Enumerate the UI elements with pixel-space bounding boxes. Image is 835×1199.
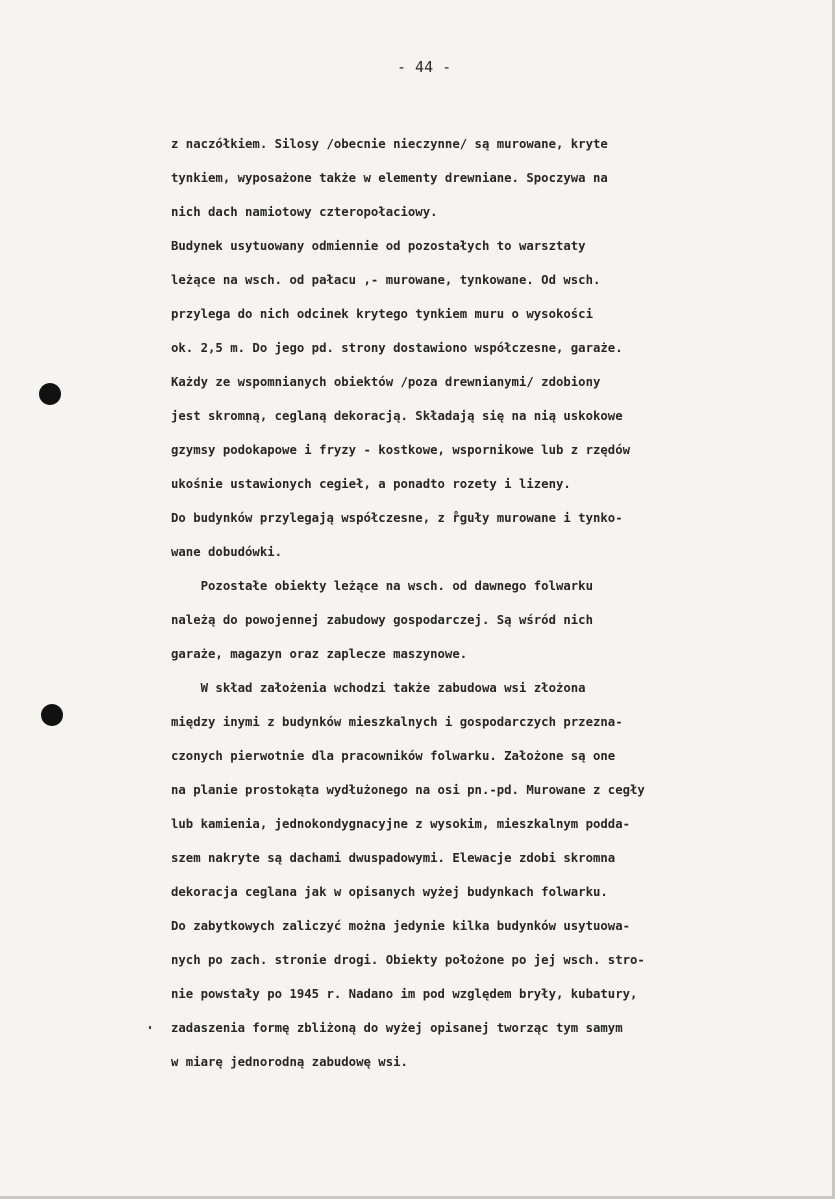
text-line: lub kamienia, jednokondygnacyjne z wysokim, mieszkalnym podda- (171, 817, 631, 831)
text-line: dekoracja ceglana jak w opisanych wyżej budynkach folwarku. (171, 885, 608, 899)
text-line: Pozostałe obiekty leżące na wsch. od dawnego folwarku (171, 579, 593, 593)
text-line: szem nakryte są dachami dwuspadowymi. Elewacje zdobi skromna (171, 851, 616, 865)
text-line: tynkiem, wyposażone także w elementy drewniane. Spoczywa na (171, 171, 608, 185)
text-line: należą do powojennej zabudowy gospodarczej. Są wśród nich (171, 613, 593, 627)
text-line: wane dobudówki. (171, 545, 283, 559)
text-line: między inymi z budynków mieszkalnych i gospodarczych przezna- (171, 715, 623, 729)
text-line: jest skromną, ceglaną dekoracją. Składają się na nią uskokowe (171, 409, 623, 423)
text-line: zadaszenia formę zbliżoną do wyżej opisanej tworząc tym samym (171, 1021, 623, 1035)
page-number: - 44 - (397, 58, 452, 76)
text-line: W skład założenia wchodzi także zabudowa wsi złożona (171, 681, 586, 695)
text-line: nich dach namiotowy czteropołaciowy. (171, 205, 438, 219)
margin-mark (149, 1026, 151, 1029)
text-line: Do budynków przylegają współczesne, z r̊guły murowane i tynko- (171, 511, 623, 525)
text-line: garaże, magazyn oraz zaplecze maszynowe. (171, 647, 468, 661)
text-line: Budynek usytuowany odmiennie od pozostałych to warsztaty (171, 239, 586, 253)
text-line: gzymsy podokapowe i fryzy - kostkowe, wspornikowe lub z rzędów (171, 443, 631, 457)
text-line: przylega do nich odcinek krytego tynkiem muru o wysokości (171, 307, 593, 321)
text-line: nych po zach. stronie drogi. Obiekty położone po jej wsch. stro- (171, 953, 645, 967)
text-line: na planie prostokąta wydłużonego na osi pn.-pd. Murowane z cegły (171, 783, 645, 797)
text-line: Każdy ze wspomnianych obiektów /poza drewnianymi/ zdobiony (171, 375, 601, 389)
text-line: leżące na wsch. od pałacu ,- murowane, tynkowane. Od wsch. (171, 273, 601, 287)
typewritten-text (171, 132, 827, 1084)
text-line: ukośnie ustawionych cegieł, a ponadto rozety i lizeny. (171, 477, 571, 491)
text-line: czonych pierwotnie dla pracowników folwarku. Założone są one (171, 749, 616, 763)
text-line: ok. 2,5 m. Do jego pd. strony dostawiono współczesne, garaże. (171, 341, 623, 355)
text-line: Do zabytkowych zaliczyć można jedynie kilka budynków usytuowa- (171, 919, 631, 933)
text-line: z naczółkiem. Silosy /obecnie nieczynne/ są murowane, kryte (171, 137, 608, 151)
punch-hole (41, 704, 63, 726)
text-line: w miarę jednorodną zabudowę wsi. (171, 1055, 408, 1069)
text-line: nie powstały po 1945 r. Nadano im pod względem bryły, kubatury, (171, 987, 638, 1001)
punch-hole (39, 383, 61, 405)
